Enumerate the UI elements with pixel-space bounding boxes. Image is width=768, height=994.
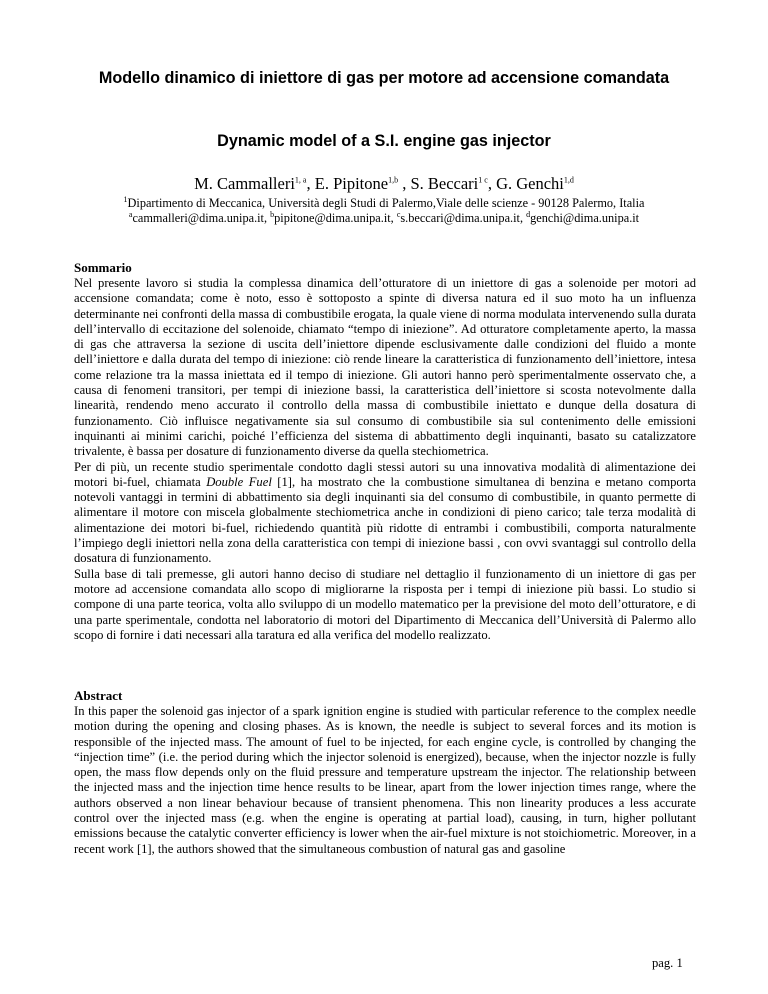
text-run: [1], ha mostrato che la combustione simultanea di benzina e metano comporta notevoli vantaggi in termini di abbattimento sia degli inquinanti sia del consumo di combustibile, in quanto permette di alimentare il motore con miscela globalmente stechiometrica anche in condizioni di pieno carico; tale terza modalità di alimentazione dei motori bi-fuel, richiedendo quantità più ridotte di entrambi i combustibili, comporta naturalmente l’impiego degli iniettori nella zona della caratteristica con tempi di iniezione bassi , con ovvi svantaggi sul controllo della dosatura di funzionamento.	[74, 474, 696, 566]
author-sup: 1,d	[563, 175, 574, 185]
author-name: M. Cammalleri	[194, 174, 295, 193]
text-run: Per di più, un recente studio sperimentale condotto dagli stessi autori su una innovativa modalità di alimentazione dei motori bi-fuel, chiamata	[74, 459, 696, 489]
email: genchi@dima.unipa.it	[530, 211, 640, 225]
sommario-paragraph: Sulla base di tali premesse, gli autori hanno deciso di studiare nel dettaglio il funzionamento di un iniettore di gas per motore ad accensione comandata allo scopo di migliorarne la risposta per i tempi di iniezione più bassi. Lo studio si compone di una parte teorica, volta allo sviluppo di un modello matematico per la previsione del moto dell’otturatore, e di una parte sperimentale, condotta nel laboratorio di motori del Dipartimento di Meccanica dell’Università di Palermo allo scopo di fornire i dati necessari alla taratura ed alla verifica del modello realizzato.	[74, 566, 696, 642]
email-sup: a	[128, 209, 133, 219]
author-sup: 1, a	[294, 175, 307, 185]
email: pipitone@dima.unipa.it	[274, 211, 391, 225]
page-number: pag. 1	[652, 956, 683, 970]
sommario-body	[74, 276, 696, 643]
author-sup: 1 c	[478, 175, 488, 185]
email-sup: b	[270, 209, 275, 219]
email: s.beccari@dima.unipa.it	[400, 211, 520, 225]
email: cammalleri@dima.unipa.it	[132, 211, 264, 225]
email-sup: d	[526, 209, 531, 219]
title-english: Dynamic model of a S.I. engine gas injector	[217, 132, 551, 150]
affiliation-text: Dipartimento di Meccanica, Università degli Studi di Palermo,Viale delle scienze - 90128 Palermo, Italia	[127, 196, 645, 210]
affiliation-sup: 1	[123, 194, 128, 204]
author-name: S. Beccari	[410, 174, 479, 193]
abstract-paragraph: In this paper the solenoid gas injector of a spark ignition engine is studied with particular reference to the complex needle motion during the opening and closing phases. As is known, the needle is subject to several forces and its motion is responsible of the injected mass. The amount of fuel to be injected, for each engine cycle, is controlled by changing the “injection time” (i.e. the period during which the injector solenoid is energized), because, when the injector nozzle is fully open, the mass flow depends only on the fluid pressure and temperature upstream the injector. The relationship between the injected mass and the injection time hence results to be linear, apart from the lower injection times range, where the authors observed a non linear behaviour because of transient phenomena. This non linearity produces a less accurate control over the injected mass (e.g. when the engine is operating at partial load), causing, in turn, higher pollutant emissions because the catalytic converter efficiency is lower when the air-fuel mixture is not stoichiometric. Moreover, in a recent work [1], the authors showed that the simultaneous combustion of natural gas and gasoline	[74, 704, 696, 856]
sommario-paragraph	[74, 460, 696, 567]
title-italian: Modello dinamico di iniettore di gas per motore ad accensione comandata	[98, 69, 670, 87]
email-sup: c	[396, 209, 401, 219]
sommario-heading: Sommario	[74, 260, 132, 275]
author-sup: 1,b	[388, 175, 399, 185]
email-list: $^a$cammalleri@dima.unipa.it, $^b$pipitone@dima.unipa.it, $^c$s.beccari@dima.unipa.it, $^d$genchi@dima.unipa.it	[128, 209, 640, 225]
author-list: M. Cammalleri$^{1, a}$, E. Pipitone$^{1,b}$ , S. Beccari$^{1 c}$, G. Genchi$^{1,d}$	[194, 174, 574, 193]
italic-term: Double Fuel	[206, 474, 272, 489]
author-name: E. Pipitone	[314, 174, 389, 193]
abstract-body	[74, 704, 696, 857]
sommario-paragraph: Nel presente lavoro si studia la complessa dinamica dell’otturatore di un iniettore di gas a solenoide per motori ad accensione comandata; come è noto, esso è sottoposto a spinte di diversa natura ed il suo moto ha un influenza determinante nei confronti della massa di combustibile erogata, la quale viene di norma modulata intervenendo sulla durata dell’intervallo di eccitazione del solenoide, chiamato “tempo di iniezione”. Ad otturatore completamente aperto, la massa di gas che attraversa la sezione di uscita dell’iniettore dipende esclusivamente dalle condizioni del fluido a monte dell’iniettore e dalla durata del tempo di iniezione: ciò rende lineare la caratteristica di funzionamento dell’iniettore, intesa come relazione tra la massa iniettata ed il tempo di iniezione. Gli autori hanno però sperimentalmente osservato che, a causa di fenomeni transitori, per tempi di iniezione bassi, la caratteristica dell’iniettore si scosta notevolmente dalla linearità, rendendo meno accurato il controllo della massa di combustibile iniettato e dunque della dosatura di funzionamento. Ciò influisce negativamente sia sul consumo di combustibile sia sul contenimento delle emissioni inquinanti ai minimi carichi, poiché l’efficienza del sistema di abbattimento degli inquinanti, basato su catalizzatore trivalente, è bassa per dosature di funzionamento diverse da quella stechiometrica.	[74, 276, 696, 459]
author-name: G. Genchi	[496, 174, 564, 193]
affiliation	[0, 196, 768, 211]
abstract-heading: Abstract	[74, 688, 123, 703]
